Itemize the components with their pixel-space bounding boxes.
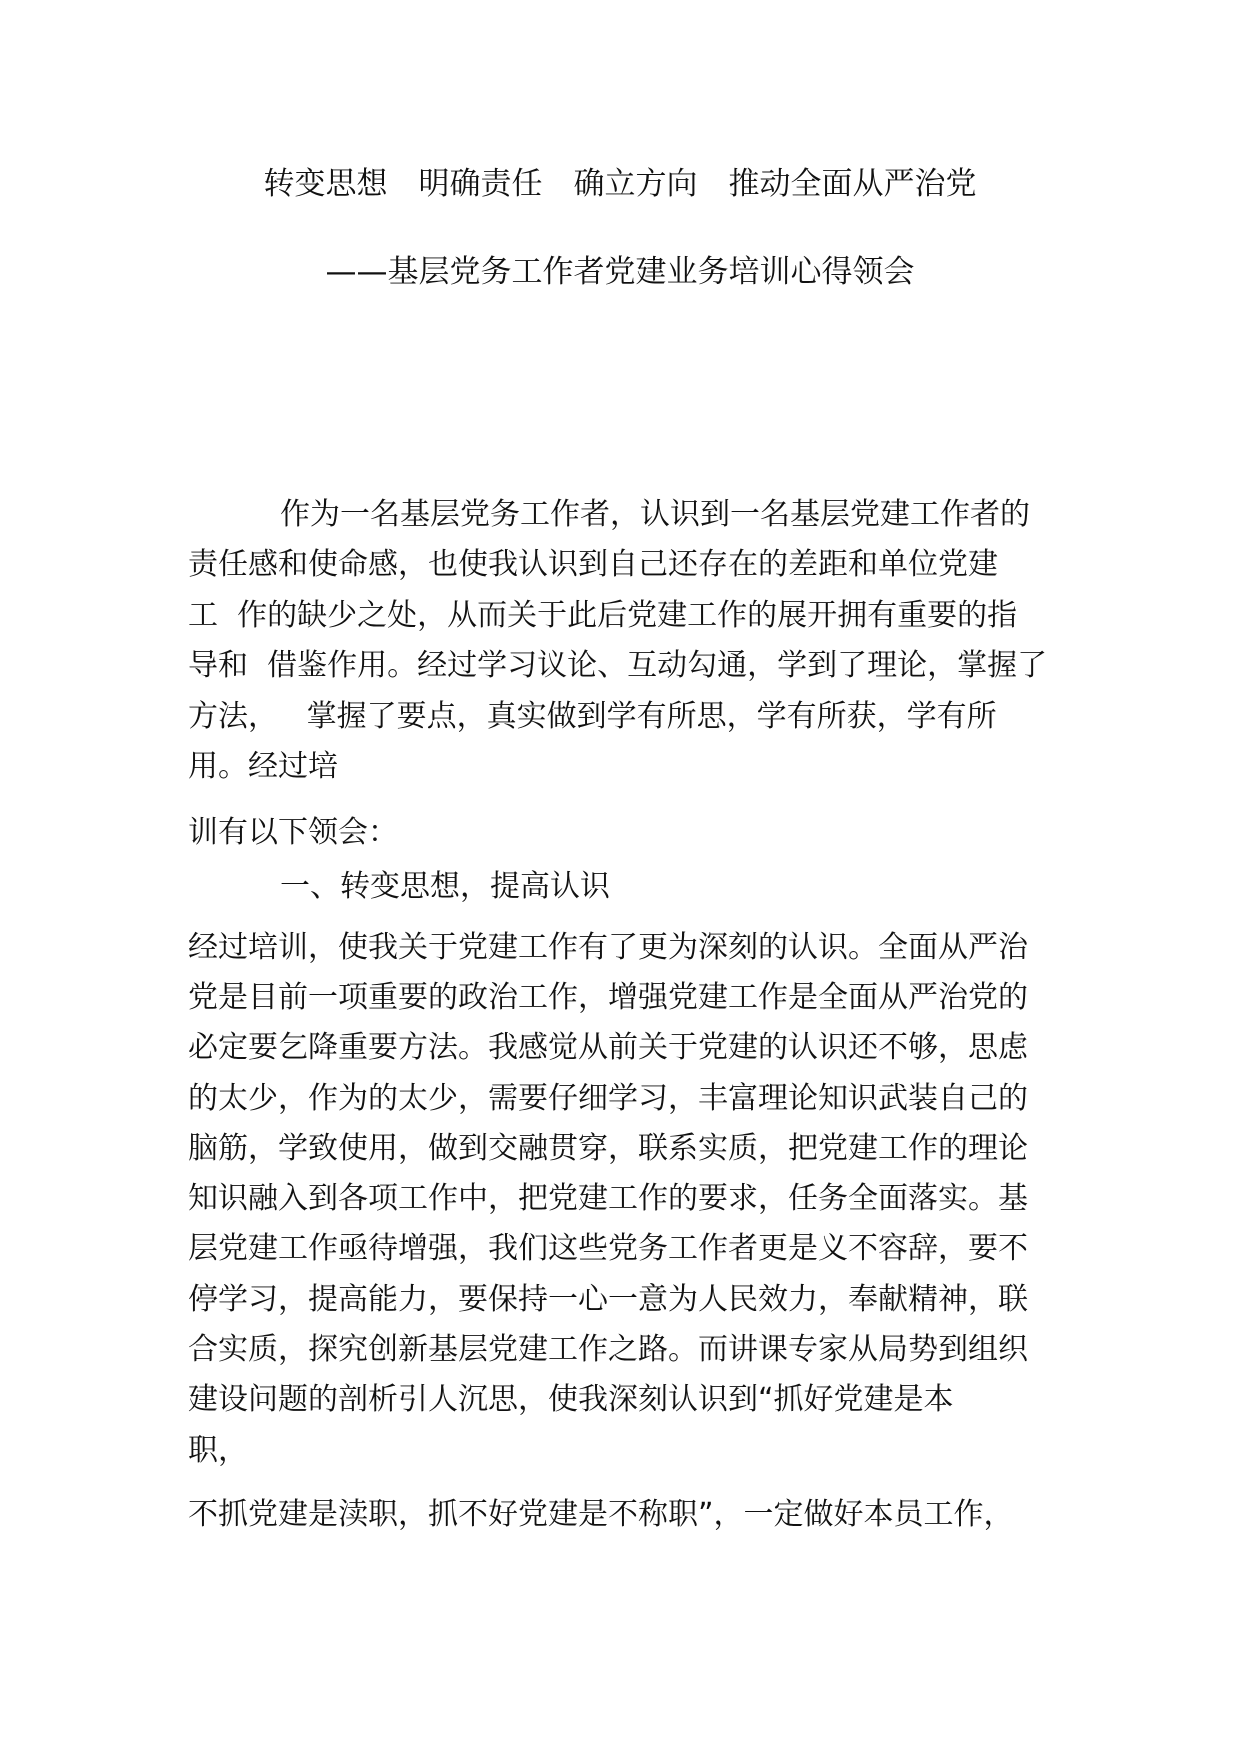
section-heading: 一、转变思想，提高认识 <box>280 869 610 904</box>
paragraph1-line: 作为一名基层党务工作者，认识到一名基层党建工作者的 <box>280 497 1030 532</box>
document-title: 转变思想 明确责任 确立方向 推动全面从严治党 <box>263 166 977 202</box>
paragraph2-line: 必定要乞降重要方法。我感觉从前关于党建的认识还不够，思虑 <box>188 1030 1028 1065</box>
paragraph1-line: 工 作的缺少之处，从而关于此后党建工作的展开拥有重要的指 <box>188 598 1018 633</box>
paragraph1-continuation: 训有以下领会： <box>188 815 398 850</box>
paragraph2-line: 职， <box>188 1433 248 1468</box>
paragraph2-line: 合实质，探究创新基层党建工作之路。而讲课专家从局势到组织 <box>188 1332 1028 1367</box>
paragraph2-line: 经过培训，使我关于党建工作有了更为深刻的认识。全面从严治 <box>188 930 1028 965</box>
paragraph1-line: 方法， 掌握了要点，真实做到学有所思，学有所获，学有所 <box>188 699 997 734</box>
paragraph2-line: 的太少，作为的太少，需要仔细学习，丰富理论知识武装自己的 <box>188 1081 1028 1116</box>
paragraph2-line: 脑筋，学致使用，做到交融贯穿，联系实质，把党建工作的理论 <box>188 1131 1028 1166</box>
paragraph2-line: 党是目前一项重要的政治工作，增强党建工作是全面从严治党的 <box>188 980 1028 1015</box>
document-subtitle: ——基层党务工作者党建业务培训心得领会 <box>325 254 915 290</box>
paragraph1-line: 责任感和使命感，也使我认识到自己还存在的差距和单位党建 <box>188 547 998 582</box>
paragraph2-line: 建设问题的剖析引人沉思，使我深刻认识到“抓好党建是本 <box>188 1382 954 1417</box>
paragraph2-line: 知识融入到各项工作中，把党建工作的要求，任务全面落实。基 <box>188 1181 1028 1216</box>
paragraph2-line: 停学习，提高能力，要保持一心一意为人民效力，奉献精神，联 <box>188 1282 1028 1317</box>
paragraph1-line: 导和 借鉴作用。经过学习议论、互动勾通，学到了理论，掌握了 <box>188 648 1048 683</box>
paragraph1-line: 用。经过培 <box>188 749 338 784</box>
paragraph2-continuation: 不抓党建是渎职，抓不好党建是不称职”，一定做好本员工作， <box>188 1497 1014 1532</box>
paragraph2-line: 层党建工作亟待增强，我们这些党务工作者更是义不容辞，要不 <box>188 1231 1028 1266</box>
